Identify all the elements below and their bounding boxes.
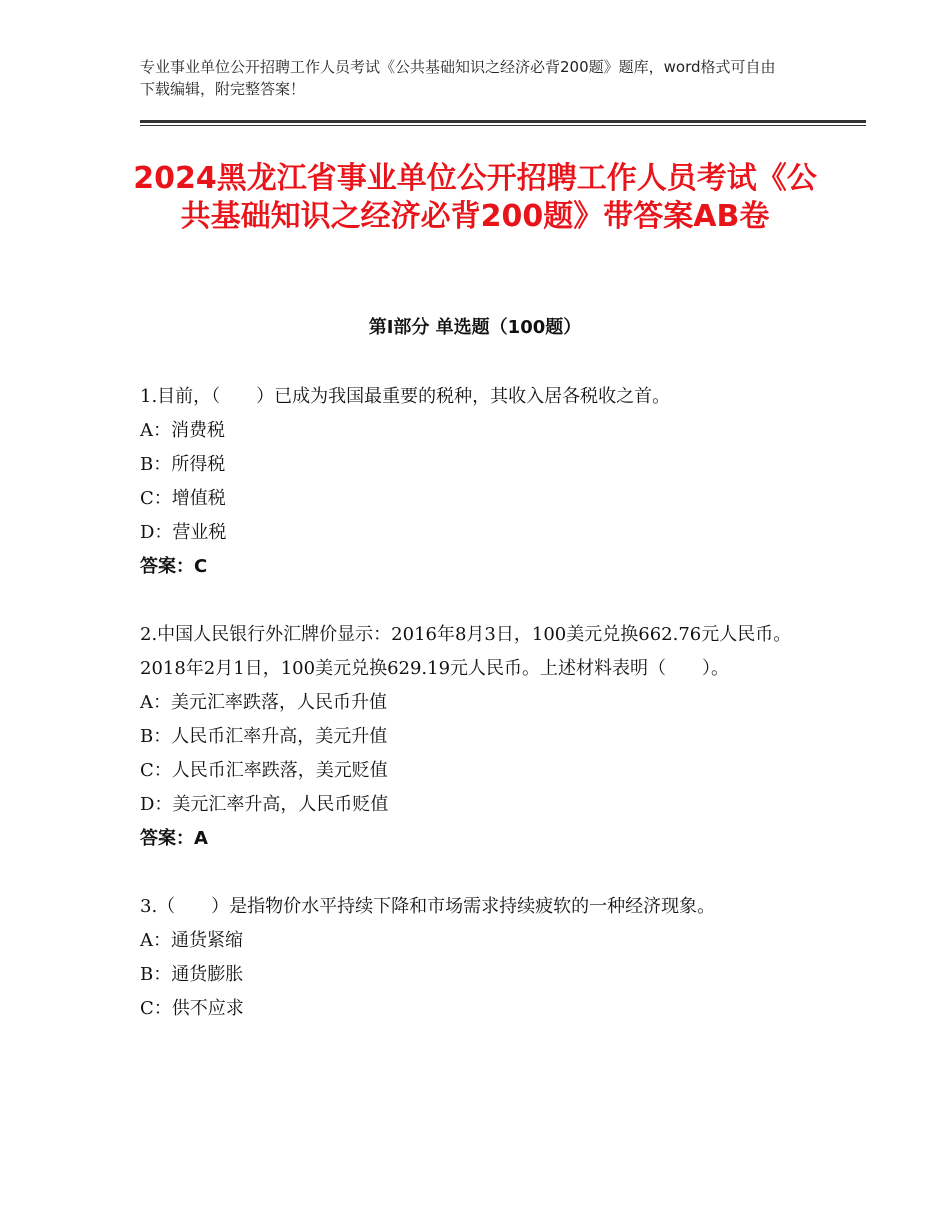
option-a: A：消费税 — [140, 420, 225, 441]
option-a: A：美元汇率跌落，人民币升值 — [140, 692, 387, 713]
option-b: B：所得税 — [140, 454, 226, 475]
answer: 答案：A — [140, 828, 208, 849]
option-c: C：增值税 — [140, 488, 226, 509]
option-b: B：人民币汇率升高，美元升值 — [140, 726, 388, 747]
question-stem: 2.中国人民银行外汇牌价显示：2016年8月3日，100美元兑换662.76元人民币。2018年2月1日，100美元兑换629.19元人民币。上述材料表明（ ）。 — [140, 624, 792, 679]
option-c: C：人民币汇率跌落，美元贬值 — [140, 760, 388, 781]
header-rule-thin — [140, 125, 866, 126]
option-a: A：通货紧缩 — [140, 930, 243, 951]
question-stem: 3.（ ）是指物价水平持续下降和市场需求持续疲软的一种经济现象。 — [140, 896, 716, 917]
option-c: C：供不应求 — [140, 998, 244, 1019]
header-rule-thick — [140, 120, 866, 123]
question-stem: 1.目前，（ ）已成为我国最重要的税种，其收入居各税收之首。 — [140, 386, 671, 407]
option-d: D：美元汇率升高，人民币贬值 — [140, 794, 389, 815]
header-note: 专业事业单位公开招聘工作人员考试《公共基础知识之经济必背200题》题库，word格式可自由下载编辑，附完整答案！ — [140, 58, 776, 98]
question-3 — [140, 890, 800, 1026]
question-1 — [140, 380, 800, 584]
header-rule — [140, 120, 866, 126]
document-title: 2024黑龙江省事业单位公开招聘工作人员考试《公共基础知识之经济必背200题》带答案AB卷 — [133, 161, 817, 234]
answer: 答案：C — [140, 556, 208, 577]
question-2 — [140, 618, 800, 856]
section-title: 第Ⅰ部分 单选题（100题） — [368, 317, 582, 338]
option-d: D：营业税 — [140, 522, 227, 543]
option-b: B：通货膨胀 — [140, 964, 244, 985]
question-list — [140, 380, 800, 1060]
